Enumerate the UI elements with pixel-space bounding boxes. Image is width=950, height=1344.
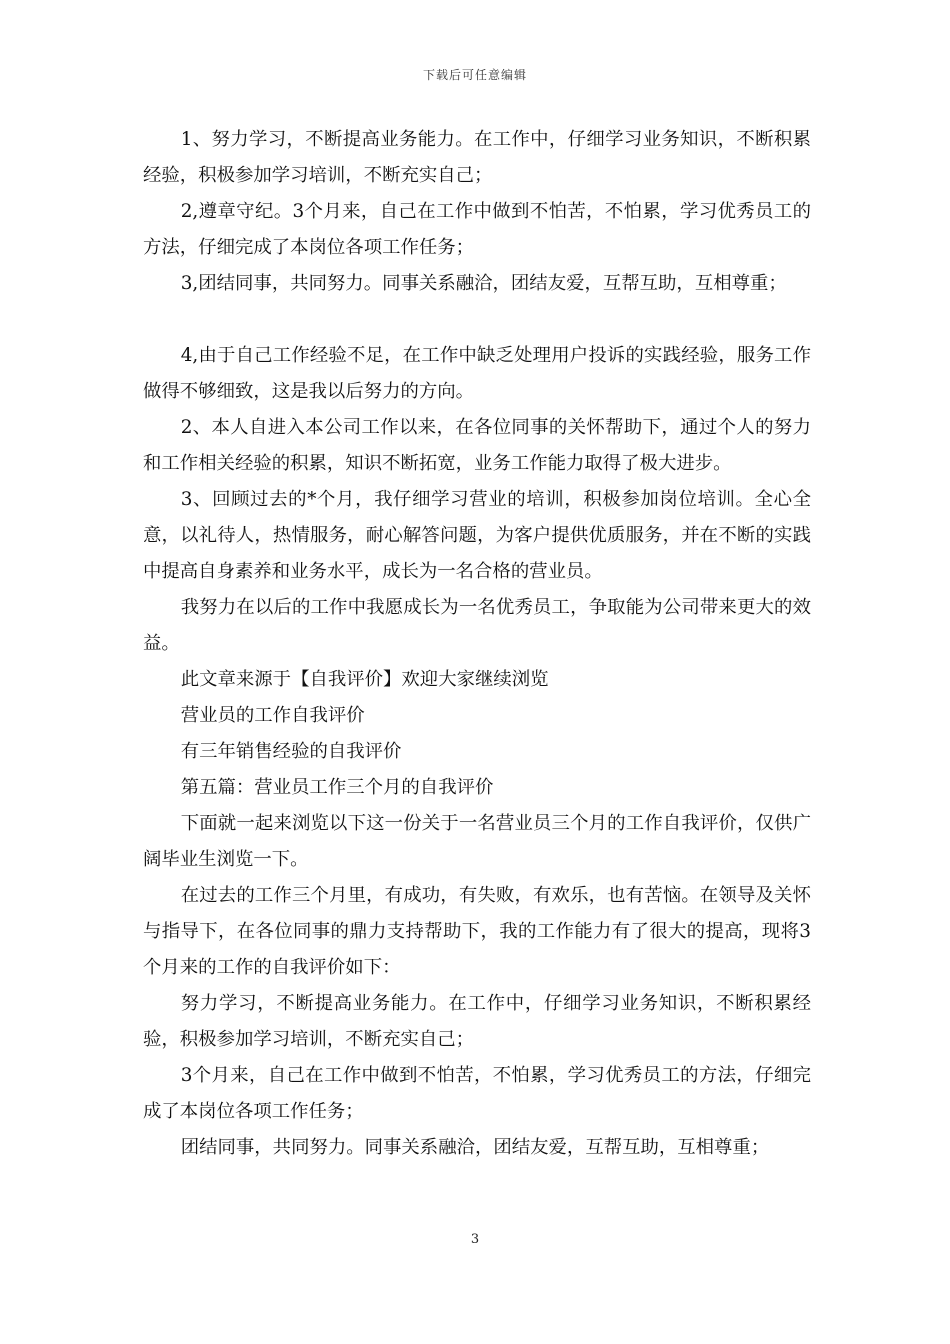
paragraph: 我努力在以后的工作中我愿成长为一名优秀员工，争取能为公司带来更大的效益。 [143,597,811,654]
paragraph: 2、本人自进入本公司工作以来，在各位同事的关怀帮助下，通过个人的努力和工作相关经验的积累，知识不断拓宽，业务工作能力取得了极大进步。 [143,417,811,474]
page-header: 下载后可任意编辑 [422,68,527,82]
section-heading: 第五篇：营业员工作三个月的自我评价 [180,777,494,798]
paragraph: 3、回顾过去的*个月，我仔细学习营业的培训，积极参加岗位培训。全心全意，以礼待人，热情服务，耐心解答问题，为客户提供优质服务，并在不断的实践中提高自身素养和业务水平，成长为一名合格的营业员。 [143,489,811,582]
related-article-title: 有三年销售经验的自我评价 [180,741,402,762]
paragraph: 在过去的工作三个月里，有成功，有失败，有欢乐，也有苦恼。在领导及关怀与指导下，在各位同事的鼎力支持帮助下，我的工作能力有了很大的提高，现将3个月来的工作的自我评价如下： [143,885,811,978]
source-note: 此文章来源于【自我评价】欢迎大家继续浏览 [180,669,549,690]
paragraph: 2,遵章守纪。3个月来，自己在工作中做到不怕苦，不怕累，学习优秀员工的方法，仔细完成了本岗位各项工作任务； [143,201,811,258]
paragraph: 努力学习，不断提高业务能力。在工作中，仔细学习业务知识，不断积累经验，积极参加学习培训，不断充实自己； [143,993,811,1050]
page-number: 3 [470,1232,480,1247]
paragraph: 1、努力学习，不断提高业务能力。在工作中，仔细学习业务知识，不断积累经验，积极参加学习培训，不断充实自己； [143,129,811,186]
related-article-title: 营业员的工作自我评价 [180,705,365,726]
document-body [143,122,811,1166]
paragraph: 3,团结同事，共同努力。同事关系融洽，团结友爱，互帮互助，互相尊重； [180,273,787,294]
paragraph: 3个月来，自己在工作中做到不怕苦，不怕累，学习优秀员工的方法，仔细完成了本岗位各项工作任务； [143,1065,811,1122]
paragraph: 下面就一起来浏览以下这一份关于一名营业员三个月的工作自我评价，仅供广阔毕业生浏览一下。 [143,813,811,870]
paragraph: 4,由于自己工作经验不足，在工作中缺乏处理用户投诉的实践经验，服务工作做得不够细致，这是我以后努力的方向。 [143,345,811,402]
paragraph: 团结同事，共同努力。同事关系融洽，团结友爱，互帮互助，互相尊重； [180,1137,770,1158]
